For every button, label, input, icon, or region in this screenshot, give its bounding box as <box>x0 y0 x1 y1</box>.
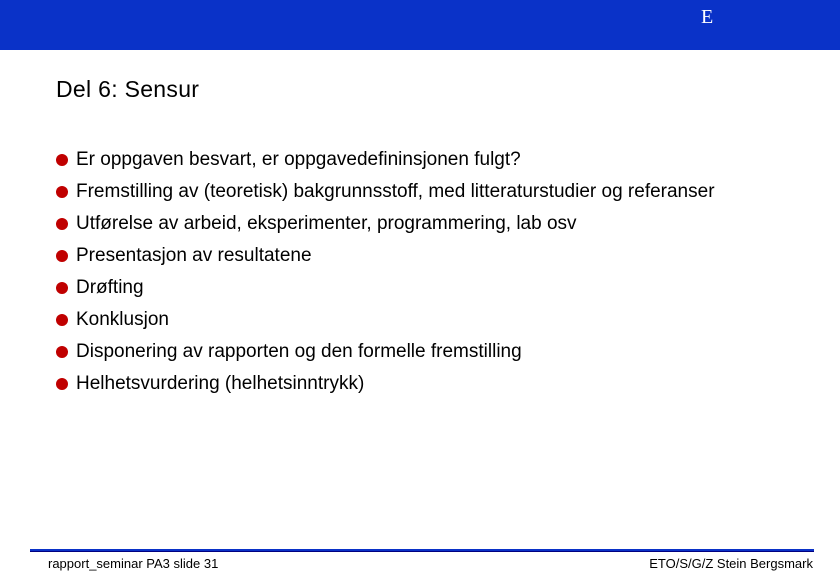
bullet-dot-icon <box>56 186 68 198</box>
bullet-list <box>56 144 816 400</box>
bullet-text: Konklusjon <box>76 309 169 330</box>
slide-title: Del 6: Sensur <box>56 76 200 102</box>
footer-divider <box>30 549 814 552</box>
bullet-item <box>56 336 816 368</box>
bullet-item <box>56 144 816 176</box>
bullet-item <box>56 272 816 304</box>
bullet-dot-icon <box>56 314 68 326</box>
bullet-item <box>56 208 816 240</box>
footer-slide-info: rapport_seminar PA3 slide 31 <box>48 556 219 571</box>
bullet-dot-icon <box>56 218 68 230</box>
bullet-dot-icon <box>56 346 68 358</box>
bullet-dot-icon <box>56 154 68 166</box>
header-mark: E <box>701 6 714 28</box>
bullet-text: Drøfting <box>76 277 144 298</box>
bullet-text: Helhetsvurdering (helhetsinntrykk) <box>76 373 365 394</box>
header-bar <box>0 0 840 50</box>
bullet-text: Fremstilling av (teoretisk) bakgrunnsstoff, med litteraturstudier og referanser <box>76 181 715 202</box>
footer-author: ETO/S/G/Z Stein Bergsmark <box>649 556 813 571</box>
bullet-item <box>56 179 816 205</box>
bullet-dot-icon <box>56 378 68 390</box>
bullet-text: Utførelse av arbeid, eksperimenter, programmering, lab osv <box>76 213 577 234</box>
bullet-text: Disponering av rapporten og den formelle fremstilling <box>76 341 522 362</box>
bullet-text: Presentasjon av resultatene <box>76 245 312 266</box>
bullet-item <box>56 368 816 400</box>
bullet-item <box>56 240 816 272</box>
bullet-dot-icon <box>56 282 68 294</box>
bullet-item <box>56 304 816 336</box>
bullet-text: Er oppgaven besvart, er oppgavedefininsjonen fulgt? <box>76 149 521 170</box>
bullet-dot-icon <box>56 250 68 262</box>
